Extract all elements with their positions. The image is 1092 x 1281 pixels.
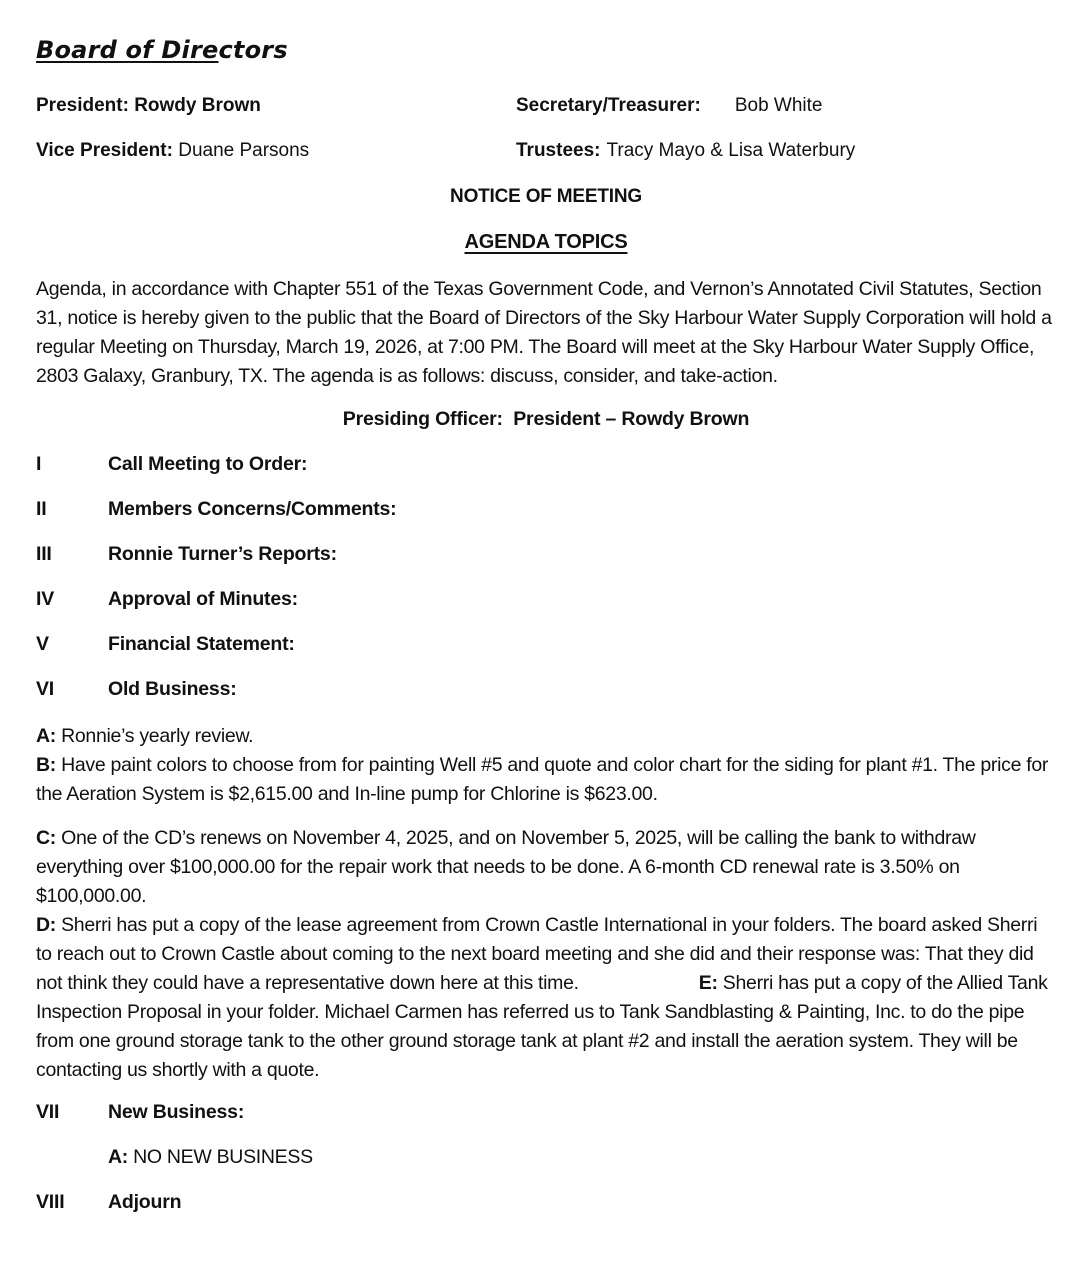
old-business-entry-b [36, 751, 1056, 809]
presiding-officer-line: Presiding Officer: President – Rowdy Brown [342, 408, 750, 430]
officer-label: President: [36, 95, 129, 116]
agenda-item-label: Adjourn [108, 1191, 182, 1213]
agenda-item-old-business [36, 677, 1056, 702]
entry-letter: B: [36, 754, 56, 776]
entry-text: Sherri has put a copy of the lease agreement from Crown Castle International in your folders. The board asked Sherri to reach out to Crown Castle about coming to the next board meeting and she did and their response was: That they did not think they could have a representative down here at this time. [36, 914, 1038, 994]
agenda-item-numeral: VIII [36, 1191, 65, 1213]
entry-text: One of the CD’s renews on November 4, 2025, and on November 5, 2025, will be calling the bank to withdraw everything over $100,000.00 for the repair work that needs to be done. A 6-month CD renewal rate is 3.50% on $100,000.00. [36, 827, 976, 907]
entry-text: Have paint colors to choose from for painting Well #5 and quote and color chart for the siding for plant #1. The price for the Aeration System is $2,615.00 and In-line pump for Chlorine is $623.00. [36, 754, 1049, 805]
old-business-entry-d-e [36, 911, 1056, 1085]
agenda-item-adjourn [36, 1190, 1056, 1215]
old-business-entries-ab [36, 722, 1056, 809]
agenda-item-numeral: III [36, 543, 52, 565]
agenda-intro-paragraph: Agenda, in accordance with Chapter 551 of the Texas Government Code, and Vernon’s Annotated Civil Statutes, Section 31, notice is hereby given to the public that the Board of Directors of the Sky Harbour Water Supply Corporation will hold a regular Meeting on Thursday, March 19, 2026, at 7:00 PM. The Board will meet at the Sky Harbour Water Supply Office, 2803 Galaxy, Granbury, TX. The agenda is as follows: discuss, consider, and take-action. [36, 278, 1052, 387]
agenda-item-label: Old Business: [108, 678, 237, 700]
agenda-item-numeral: VI [36, 678, 55, 700]
officer-name: Rowdy Brown [134, 95, 261, 116]
page-title [36, 36, 1056, 64]
agenda-item-ronnie-turners-reports [36, 542, 1056, 567]
entry-text: Sherri has put a copy of the Allied Tank Inspection Proposal in your folder. Michael Carmen has referred us to Tank Sandblasting & Painting, Inc. to do the pipe from one ground storage tank to the other ground storage tank at plant #2 and install the aeration system. They will be contacting us shortly with a quote. [36, 972, 1048, 1081]
agenda-topics-heading [36, 230, 1056, 254]
agenda-item-numeral: IV [36, 588, 55, 610]
agenda-item-members-concerns [36, 497, 1056, 522]
officer-name: Bob White [734, 95, 823, 116]
page-title-underlined-part: Board of Dire [36, 36, 219, 64]
officer-president [36, 94, 516, 118]
entry-letter: C: [36, 827, 56, 849]
entry-letter: E: [698, 972, 718, 994]
agenda-item-approval-of-minutes [36, 587, 1056, 612]
officer-name: Duane Parsons [178, 140, 310, 161]
agenda-item-label: Ronnie Turner’s Reports: [108, 543, 337, 565]
agenda-item-financial-statement [36, 632, 1056, 657]
agenda-item-call-to-order [36, 452, 1056, 477]
agenda-item-label: Members Concerns/Comments: [108, 498, 397, 520]
entry-letter: A: [36, 725, 56, 747]
officer-label: Vice President: [36, 140, 173, 161]
officer-label: Secretary/Treasurer: [516, 95, 701, 116]
officer-name: Tracy Mayo & Lisa Waterbury [606, 140, 856, 161]
agenda-item-label: Financial Statement: [108, 633, 295, 655]
officer-vice-president [36, 139, 516, 163]
entry-letter: A: [108, 1146, 128, 1168]
officers-grid [36, 94, 1056, 163]
old-business-entry-a [36, 722, 1056, 751]
entry-letter: D: [36, 914, 56, 936]
agenda-item-new-business [36, 1100, 1056, 1125]
agenda-item-label: New Business: [108, 1101, 245, 1123]
agenda-item-numeral: VII [36, 1101, 60, 1123]
agenda-item-numeral: V [36, 633, 49, 655]
entry-text: Ronnie’s yearly review. [55, 725, 254, 747]
agenda-item-numeral: II [36, 498, 47, 520]
agenda-item-label: Call Meeting to Order: [108, 453, 308, 475]
notice-of-meeting-heading: NOTICE OF MEETING [450, 186, 642, 207]
entry-text: NO NEW BUSINESS [127, 1146, 313, 1168]
agenda-item-label: Approval of Minutes: [108, 588, 298, 610]
page-title-rest-part: ctors [218, 36, 288, 64]
officer-label: Trustees: [516, 140, 601, 161]
new-business-entry-a [108, 1145, 1056, 1170]
officer-trustees [516, 139, 1056, 163]
agenda-topics-heading-text: AGENDA TOPICS [464, 231, 628, 253]
agenda-item-numeral: I [36, 453, 42, 475]
old-business-entries-cde [36, 824, 1056, 1085]
officer-secretary-treasurer [516, 94, 1056, 118]
old-business-entry-c [36, 824, 1056, 911]
